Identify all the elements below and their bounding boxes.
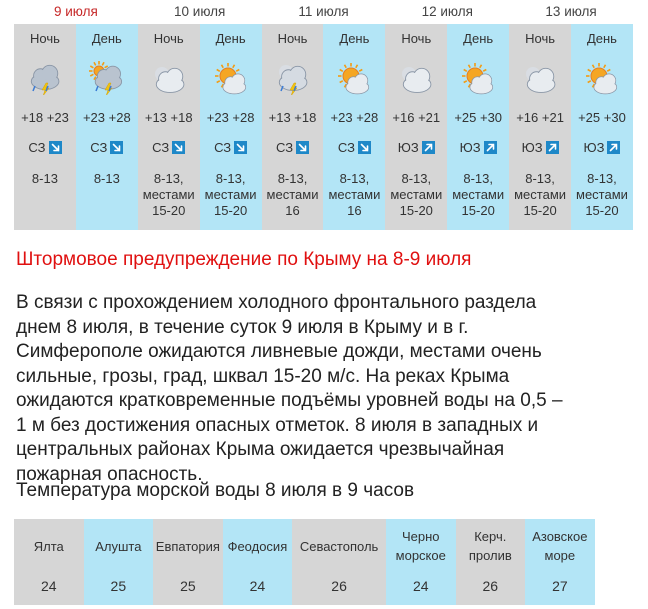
date-header-row (14, 0, 633, 24)
water-temperature: 24 (40, 578, 57, 594)
location-label (525, 523, 595, 569)
text-line: Симферополе ожидаются ливневые дожди, местами очень (16, 341, 542, 362)
location-name: Черно (401, 529, 440, 544)
cloud-moon-icon (151, 61, 187, 95)
location-name: Керч. (474, 529, 507, 544)
date-label: 12 июля (421, 4, 473, 19)
cloud-moon-icon (522, 61, 558, 95)
forecast-cell (76, 24, 138, 230)
forecast-cell (571, 24, 633, 230)
location-name: морское (395, 548, 446, 563)
wind-speed-line: местами (514, 187, 567, 202)
wind-direction-label: СЗ (337, 140, 355, 155)
water-temperature: 26 (331, 578, 347, 594)
wind-speed (571, 171, 633, 219)
temperature-range: +25 +30 (578, 110, 626, 125)
wind-speed-line: местами (204, 187, 257, 202)
temperature-range: +16 +21 (392, 110, 441, 125)
sea-temperature-title: Температура морской воды 8 июля в 9 часов (16, 480, 415, 501)
wind-speed-line: 15-20 (213, 203, 248, 218)
period-label: Ночь (30, 31, 60, 46)
water-temperature: 26 (482, 578, 499, 594)
wind-speed-line: местами (390, 187, 443, 202)
arrow-up-right-icon (484, 141, 497, 154)
period-label: День (91, 31, 122, 46)
wind-speed-line: 8-13, (463, 171, 493, 186)
temperature-range: +23 +28 (206, 110, 255, 125)
wind-direction (447, 140, 509, 155)
wind-direction-label: ЮЗ (583, 140, 605, 155)
temperature-range: +23 +28 (330, 110, 379, 125)
text-line: ожидаются кратковременные подъёмы уровней воды на 0,5 – (16, 390, 563, 411)
location-name: Севастополь (299, 538, 379, 554)
wind-speed-line: 8-13, (153, 171, 184, 186)
cloud-sun-thunderstorm-icon (89, 61, 125, 95)
wind-direction (262, 140, 324, 155)
wind-speed-line: 8-13, (401, 171, 432, 186)
arrow-down-right-icon (110, 141, 123, 154)
wind-speed-line: местами (142, 187, 195, 202)
location-label (14, 523, 84, 569)
arrow-down-right-icon (358, 141, 371, 154)
cloud-moon-icon (398, 61, 434, 95)
arrow-down-right-icon (234, 141, 247, 154)
location-label (386, 523, 456, 569)
forecast-cell (138, 24, 200, 230)
arrow-down-right-icon (296, 141, 309, 154)
location-label (84, 523, 154, 569)
text-line: 1 м без достижения опасных отметок. 8 июля в западных и (16, 414, 539, 436)
period-label: Ночь (525, 31, 556, 46)
temperature-range: +13 +18 (144, 110, 193, 125)
period-label: Ночь (153, 31, 184, 46)
wind-speed-line: 16 (347, 203, 362, 218)
sea-cell (525, 519, 595, 605)
location-name: Азовское (532, 529, 588, 544)
arrow-down-right-icon (49, 141, 62, 154)
arrow-down-right-icon (172, 141, 185, 154)
wind-direction-label: ЮЗ (397, 140, 419, 155)
date-label: 11 июля (298, 4, 349, 19)
sun-cloud-icon (460, 61, 496, 95)
location-name: Феодосия (227, 538, 288, 554)
water-temperature: 24 (249, 578, 266, 594)
wind-speed (200, 171, 262, 219)
sea-cell (223, 519, 293, 605)
wind-direction-label: ЮЗ (459, 140, 481, 155)
wind-direction (200, 140, 262, 155)
cloud-thunderstorm-icon (27, 61, 63, 95)
wind-speed-line: 8-13, (215, 171, 246, 186)
location-label (292, 523, 386, 569)
location-name: Алушта (95, 538, 142, 554)
period-label: Ночь (277, 31, 308, 46)
location-label (456, 523, 526, 569)
wind-speed-line: местами (266, 187, 319, 202)
text-line: центральных районах Крыма ожидается чрезвычайная (16, 439, 505, 460)
wind-speed-line: 16 (285, 203, 300, 218)
storm-warning-title: Штормовое предупреждение по Крыму на 8-9 июля (16, 249, 472, 270)
wind-direction-label: СЗ (28, 140, 46, 155)
wind-direction (385, 140, 447, 155)
storm-warning-text (16, 291, 616, 487)
wind-speed (14, 171, 76, 187)
wind-speed-line: 15-20 (585, 203, 619, 218)
wind-speed-line: 8-13, (277, 171, 308, 186)
forecast-cell (447, 24, 509, 230)
arrow-up-right-icon (607, 141, 620, 154)
arrow-up-right-icon (422, 141, 435, 154)
forecast-cell (323, 24, 385, 230)
forecast-cell (509, 24, 571, 230)
sun-cloud-icon (213, 61, 249, 95)
wind-direction (323, 140, 385, 155)
wind-direction-label: СЗ (214, 140, 232, 155)
location-name: Ялта (33, 538, 64, 554)
period-label: Ночь (401, 31, 432, 46)
sun-cloud-icon (336, 61, 372, 95)
wind-direction (509, 140, 571, 155)
date-label: 13 июля (545, 4, 597, 19)
location-label (223, 523, 293, 569)
wind-speed-line: 8-13, (587, 171, 617, 186)
wind-speed-line: 15-20 (399, 203, 433, 218)
wind-speed (262, 171, 324, 219)
forecast-cell (385, 24, 447, 230)
wind-direction-label: СЗ (275, 140, 294, 155)
date-label: 9 июля (53, 4, 98, 19)
wind-speed (323, 171, 385, 219)
water-temperature: 25 (180, 578, 196, 594)
date-label: 10 июля (174, 4, 226, 19)
wind-direction-label: ЮЗ (521, 140, 543, 155)
wind-speed-line: местами (576, 187, 628, 202)
location-label (153, 523, 223, 569)
sea-cell (386, 519, 456, 605)
sea-cell (14, 519, 84, 605)
temperature-range: +25 +30 (454, 110, 503, 125)
forecast-cell (262, 24, 324, 230)
arrow-up-right-icon (546, 141, 559, 154)
text-line: сильные, грозы, град, шквал 15-20 м/с. На реках Крыма (16, 365, 510, 387)
forecast-cell (14, 24, 76, 230)
wind-direction (571, 140, 633, 155)
period-label: День (586, 31, 617, 46)
temperature-range: +18 +23 (21, 110, 69, 125)
wind-speed (509, 171, 571, 219)
wind-direction (76, 140, 138, 155)
wind-speed-line: 15-20 (152, 203, 186, 218)
wind-speed-line: 8-13 (31, 171, 58, 186)
text-line: В связи с прохождением холодного фронтального раздела (16, 292, 537, 313)
temperature-range: +16 +21 (516, 110, 564, 125)
wind-speed-line: местами (452, 187, 505, 202)
forecast-cell (200, 24, 262, 230)
period-label: День (215, 31, 246, 46)
temperature-range: +23 +28 (82, 110, 131, 125)
sea-cell (292, 519, 386, 605)
wind-speed (447, 171, 509, 219)
wind-direction (14, 140, 76, 155)
text-line: днем 8 июля, в течение суток 9 июля в Крыму и в г. (16, 316, 469, 338)
sea-temperature-table (14, 519, 633, 605)
wind-speed-line: 8-13 (93, 171, 120, 186)
sun-cloud-icon (584, 61, 620, 95)
water-temperature: 25 (110, 578, 127, 594)
location-name: пролив (468, 548, 512, 563)
wind-speed-line: 15-20 (461, 203, 495, 218)
water-temperature: 24 (412, 578, 429, 594)
wind-direction-label: СЗ (152, 140, 170, 155)
sea-cell (84, 519, 154, 605)
wind-speed-line: 8-13, (525, 171, 555, 186)
wind-speed-line: 15-20 (523, 203, 557, 218)
temperature-range: +13 +18 (268, 110, 317, 125)
text-line: пожарная опасность. (16, 463, 203, 485)
wind-direction-label: СЗ (90, 140, 108, 155)
wind-speed (76, 171, 138, 187)
period-label: День (339, 31, 370, 46)
wind-speed-line: 8-13, (339, 171, 370, 186)
wind-direction (138, 140, 200, 155)
location-name: море (544, 548, 576, 563)
water-temperature: 27 (552, 578, 568, 594)
location-name: Евпатория (155, 538, 220, 554)
forecast-grid (14, 24, 633, 230)
wind-speed (385, 171, 447, 219)
sea-cell (153, 519, 223, 605)
wind-speed-line: местами (328, 187, 381, 202)
wind-speed (138, 171, 200, 219)
cloud-moon-thunderstorm-icon (275, 61, 311, 95)
period-label: День (463, 31, 494, 46)
sea-cell (456, 519, 526, 605)
